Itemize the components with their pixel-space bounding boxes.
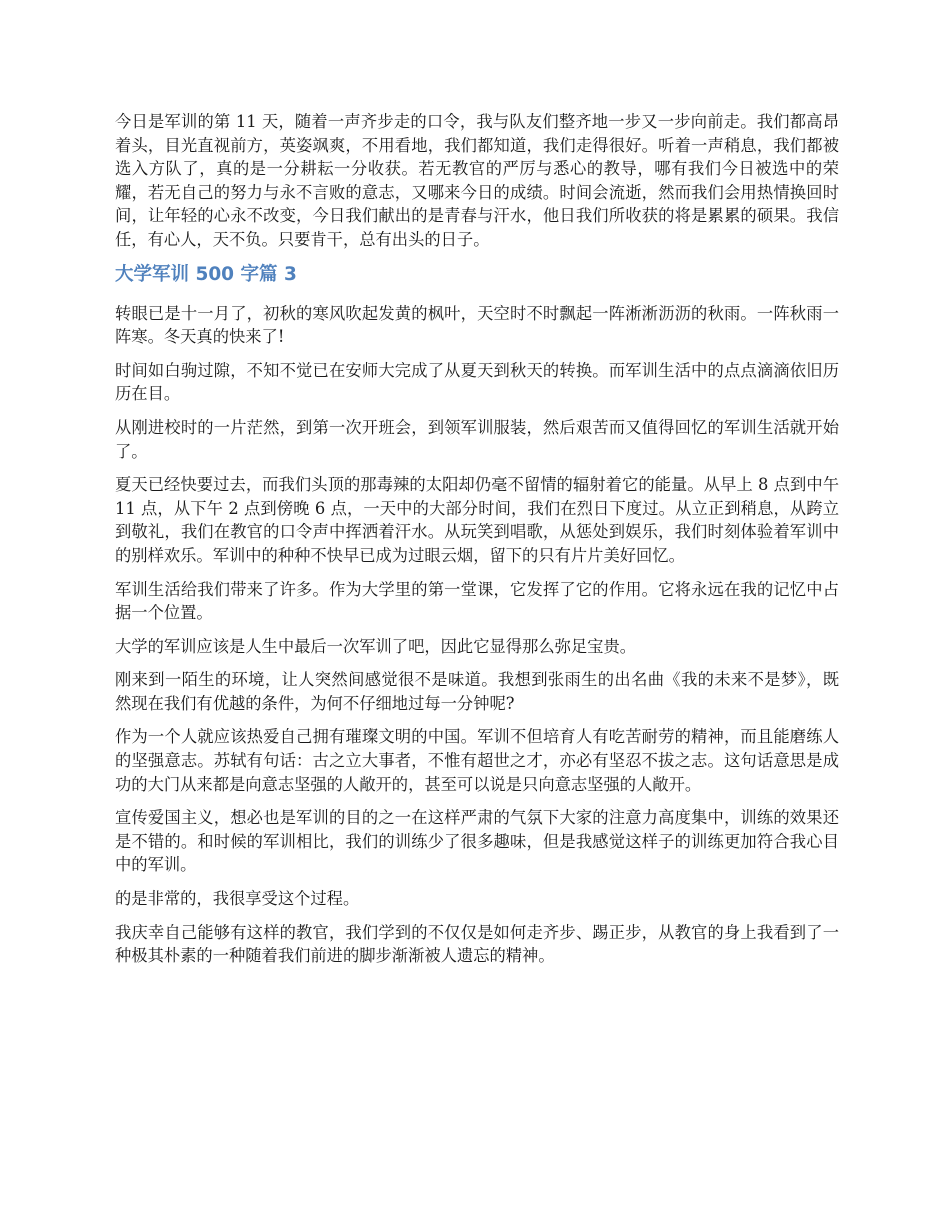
body-paragraph-2: 时间如白驹过隙，不知不觉已在安师大完成了从夏天到秋天的转换。而军训生活中的点点滴滴依旧历历在目。	[115, 360, 839, 404]
intro-paragraph: 今日是军训的第 11 天，随着一声齐步走的口令，我与队友们整齐地一步又一步向前走。我们都高昂着头，目光直视前方，英姿飒爽，不用看地，我们都知道，我们走得很好。听着一声稍息，我们都被选入方队了，真的是一分耕耘一分收获。若无教官的严厉与悉心的教导，哪有我们今日被选中的荣耀，若无自己的努力与永不言败的意志，又哪来今日的成绩。时间会流逝，然而我们会用热情换回时间，让年轻的心永不改变，今日我们献出的是青春与汗水，他日我们所收获的将是累累的硕果。我信任，有心人，天不负。只要肯干，总有出头的日子。	[115, 112, 839, 249]
body-paragraph-8: 作为一个人就应该热爱自己拥有璀璨文明的中国。军训不但培育人有吃苦耐劳的精神，而且能磨练人的坚强意志。苏轼有句话：古之立大事者，不惟有超世之才，亦必有坚忍不拔之志。这句话意思是成功的大门从来都是向意志坚强的人敞开的，甚至可以说是只向意志坚强的人敞开。	[115, 727, 839, 794]
document-page	[115, 110, 839, 978]
body-paragraph-7: 刚来到一陌生的环境，让人突然间感觉很不是味道。我想到张雨生的出名曲《我的未来不是梦》，既然现在我们有优越的条件，为何不仔细地过每一分钟呢?	[115, 670, 839, 713]
body-paragraph-3: 从刚进校时的一片茫然，到第一次开班会，到领军训服装，然后艰苦而又值得回忆的军训生活就开始了。	[115, 417, 839, 461]
body-paragraph-4: 夏天已经快要过去，而我们头顶的那毒辣的太阳却仍毫不留情的辐射着它的能量。从早上 8 点到中午 11 点，从下午 2 点到傍晚 6 点，一天中的大部分时间，我们在烈日下度过。从立正到稍息，从跨立到敬礼，我们在教官的口令声中挥洒着汗水。从玩笑到唱歌，从惩处到娱乐，我们时刻体验着军训中的别样欢乐。军训中的种种不快早已成为过眼云烟，留下的只有片片美好回忆。	[115, 475, 839, 565]
body-paragraph-1: 转眼已是十一月了，初秋的寒风吹起发黄的枫叶，天空时不时飘起一阵淅淅沥沥的秋雨。一阵秋雨一阵寒。冬天真的快来了!	[115, 303, 839, 347]
body-paragraph-10: 的是非常的，我很享受这个过程。	[115, 889, 360, 909]
body-paragraph-5: 军训生活给我们带来了许多。作为大学里的第一堂课，它发挥了它的作用。它将永远在我的记忆中占据一个位置。	[115, 579, 839, 623]
body-paragraph-6: 大学的军训应该是人生中最后一次军训了吧，因此它显得那么弥足宝贵。	[115, 636, 637, 656]
body-paragraph-9: 宣传爱国主义，想必也是军训的目的之一在这样严肃的气氛下大家的注意力高度集中，训练的效果还是不错的。和时候的军训相比，我们的训练少了很多趣味，但是我感觉这样子的训练更加符合我心目中的军训。	[115, 808, 839, 875]
section-heading: 大学军训 500 字篇 3	[115, 263, 297, 285]
body-paragraph-11: 我庆幸自己能够有这样的教官，我们学到的不仅仅是如何走齐步、踢正步，从教官的身上我看到了一种极其朴素的一种随着我们前进的脚步渐渐被人遗忘的精神。	[115, 922, 839, 966]
